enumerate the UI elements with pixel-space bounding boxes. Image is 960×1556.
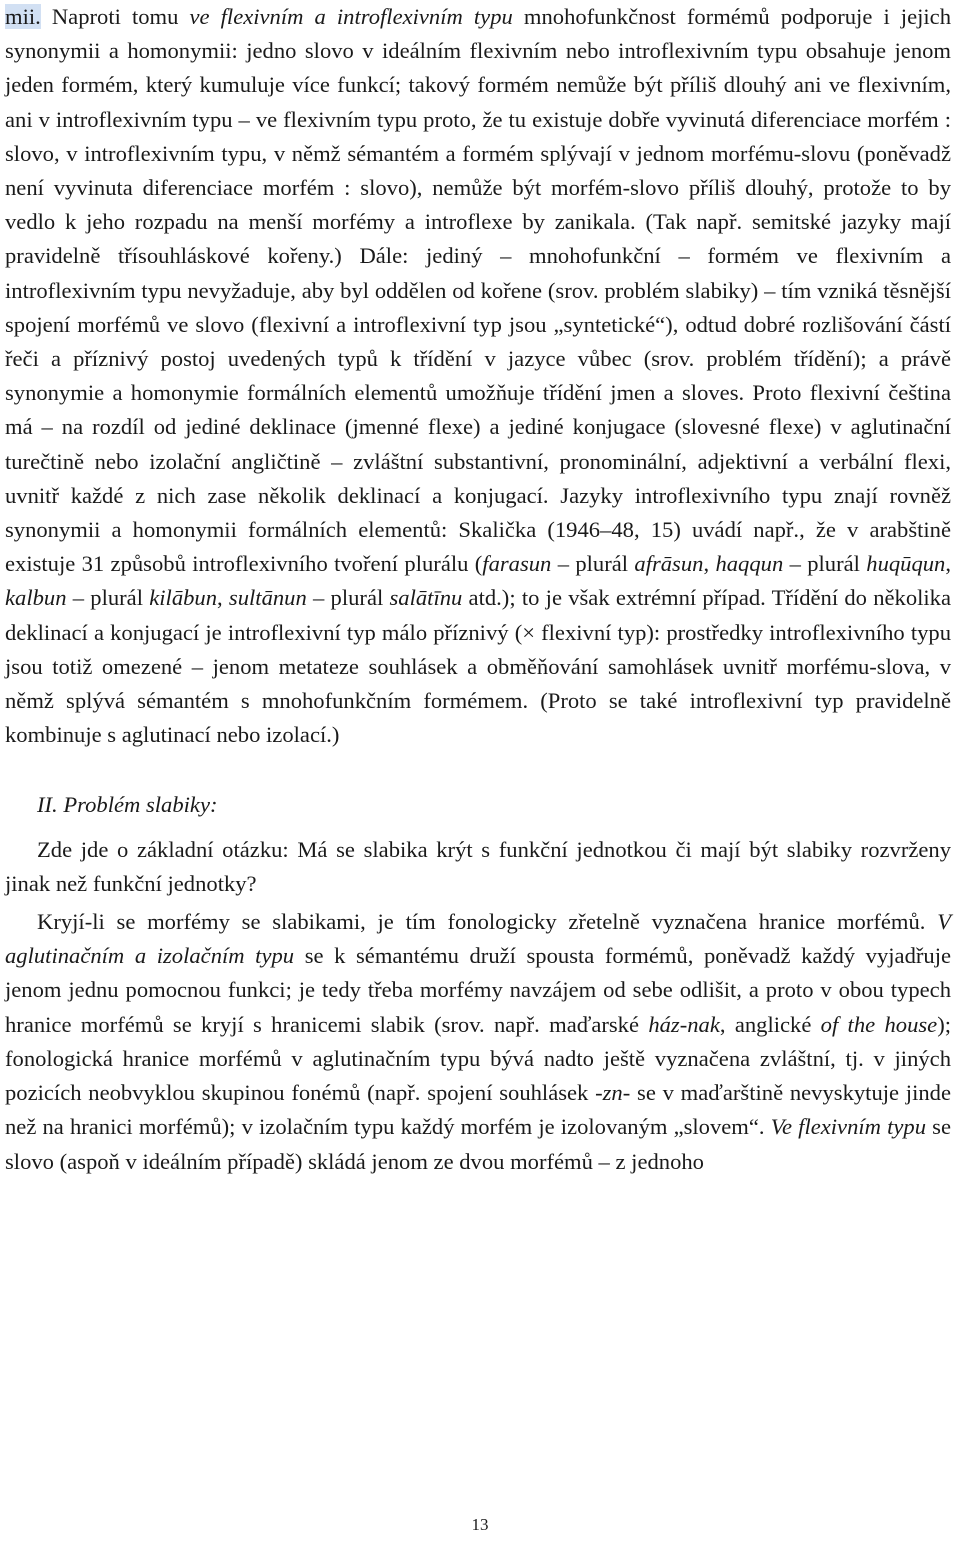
paragraph-1: mii. Naproti tomu ve flexivním a introflexivním typu mnohofunkčnost formémů podporuje i jejich synonymii a homonymii: jedno slovo v ideálním flexivním nebo introflexivním typu obsahuje jenom jeden formém, který kumuluje více funkcí; takový formém nemůže být příliš dlouhý ani ve flexivním, ani v introflexivním typu – ve flexivním typu proto, že tu existuje dobře vyvinutá diferenciace morfém : slovo, v introflexivním typu, v němž sémantém a formém splývají v jednom morfému-slovu (poněvadž není vyvinuta diferenciace morfém : slovo), nemůže být morfém-slovo příliš dlouhý, protože to by vedlo k jeho rozpadu na menší morfémy a introflexe by zanikala. (Tak např. semitské jazyky mají pravidelně třísouhláskové kořeny.) Dále: jediný – mnohofunkční – formém ve flexivním a introflexivním typu nevyžaduje, aby byl oddělen od kořene (srov. problém slabiky) – tím vzniká těsnější spojení morfémů ve slovo (flexivní a introflexivní typ jsou „syntetické“), odtud dobré rozlišování částí řeči a příznivý postoj uvedených typů k třídění v jazyce vůbec (srov. problém třídění); a právě synonymie a homonymie formálních elementů umožňuje třídění jmen a sloves. Proto flexivní čeština má – na rozdíl od jediné deklinace (jmenné flexe) a jediné konjugace (slovesné flexe) v aglutinační turečtině nebo izolační angličtině – zvláštní substantivní, pronominální, adjektivní a verbální flexi, uvnitř každé z nich zase několik deklinací a konjugací. Jazyky introflexivního typu znají rovněž synonymii a homonymii formálních elementů: Skalička (1946–48, 15) uvádí např., že v arabštině existuje 31 způsobů introflexivního tvoření plurálu (farasun – plurál afrāsun, haqqun – plurál huqūqun, kalbun – plurál kilābun, sultānun – plurál salātīnu atd.); to je však extrémní případ. Třídění do několika deklinací a konjugací je introflexivní typ málo příznivý (× flexivní typ): prostředky introflexivního typu jsou totiž omezené – jenom metateze souhlásek a obměňování samohlásek uvnitř morfému-slova, v němž splývá sémantém s mnohofunkčním formémem. (Proto se také introflexivní typ pravidelně kombinuje s aglutinací nebo izolací.) <box>5 4 952 748</box>
italic-run: zn <box>602 1080 623 1106</box>
italic-run: afrāsun <box>634 551 704 577</box>
italic-run: farasun <box>482 551 552 577</box>
italic-run: V aglutinačním a izolačním typu <box>5 909 951 969</box>
section-colon: : <box>209 792 218 818</box>
selection-highlight: mii. <box>5 4 41 29</box>
section-title: Problém slabiky <box>63 792 210 818</box>
italic-run: of the house <box>820 1011 938 1037</box>
section-number: II. <box>37 792 58 818</box>
italic-run: Ve flexivním typu <box>770 1114 927 1140</box>
italic-run: kilābun <box>149 585 218 611</box>
paragraph-3: Kryjí-li se morfémy se slabikami, je tím fonologicky zřetelně vyznačena hranice morfémů. V aglutinačním a izolačním typu se k sémantému druží spousta formémů, poněvadž každý vyjadřuje jenom jednu pomocnou funkci; je tedy třeba morfémy navzájem od sebe odlišit, a proto v obou typech hranice morfémů se kryjí s hranicemi slabik (srov. např. maďarské ház-nak, anglické of the house); fonologická hranice morfémů v aglutinačním typu bývá nadto ještě vyznačena zvláštní, tj. v jiných pozicích neobvyklou skupinou fonémů (např. spojení souhlásek -zn- se v maďarštině nevyskytuje jinde než na hranici morfémů); v izolačním typu každý morfém je izolovaným „slovem“. Ve flexivním typu se slovo (aspoň v ideálním případě) skládá jenom ze dvou morfémů – z jednoho <box>5 909 951 1174</box>
italic-run: ház-nak <box>648 1011 720 1037</box>
italic-run: huqūqun <box>866 551 946 577</box>
paragraph-2: Zde jde o základní otázku: Má se slabika krýt s funkční jednotkou či mají být slabiky rozvrženy jinak než funkční jednotky? <box>5 836 951 896</box>
italic-run: sultānun <box>228 585 307 611</box>
page <box>5 0 951 1179</box>
italic-run: haqqun <box>715 551 784 577</box>
italic-run: kalbun <box>5 585 67 611</box>
italic-run: ve flexivním a introflexivním typu <box>189 4 513 29</box>
section-heading <box>37 788 951 822</box>
page-number: 13 <box>471 1515 489 1534</box>
italic-run: salātīnu <box>389 585 463 611</box>
